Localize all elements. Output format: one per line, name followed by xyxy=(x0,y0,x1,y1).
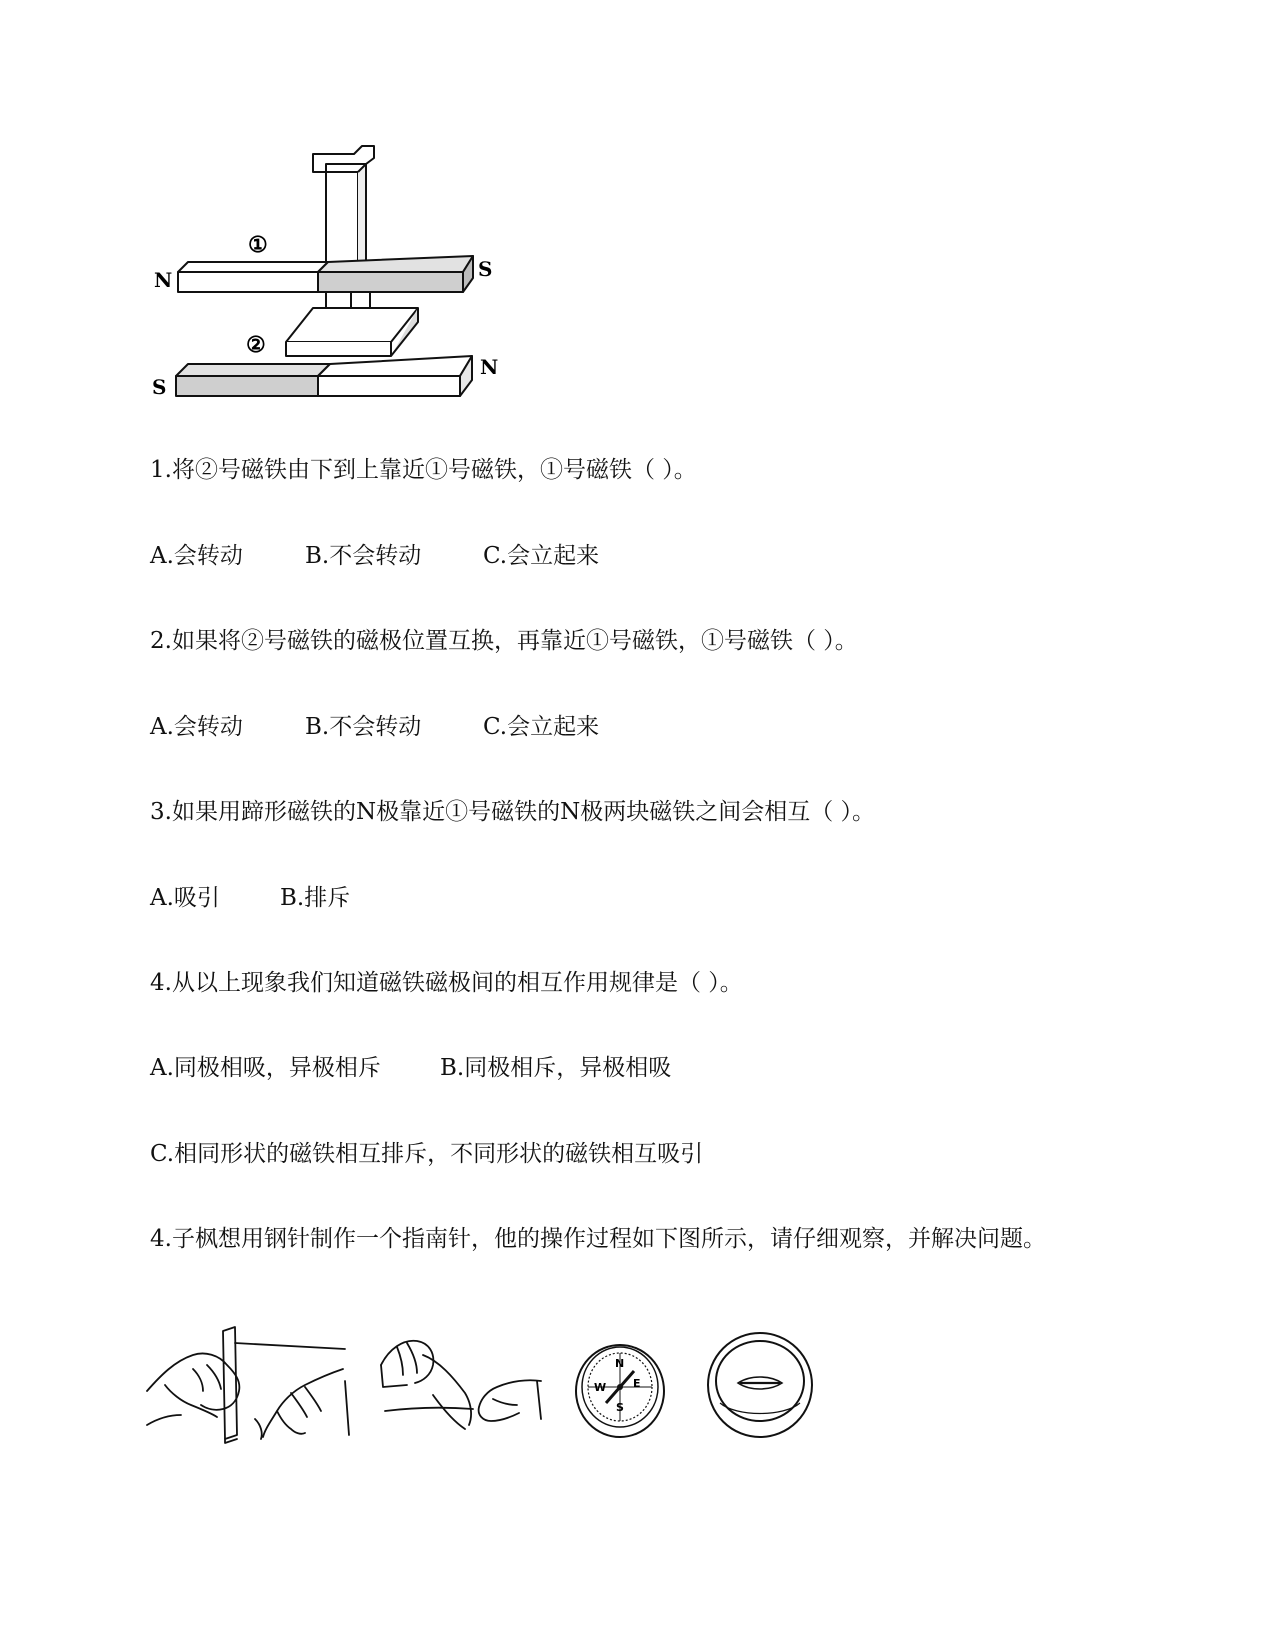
q1-option-a: A.会转动 xyxy=(150,543,243,569)
compass-and-dish-illustration xyxy=(570,1325,825,1455)
magnet-2-left-pole: S xyxy=(152,375,167,399)
q1-option-b: B.不会转动 xyxy=(305,543,422,569)
compass-w-label: W xyxy=(594,1381,607,1394)
q3-option-a: A.吸引 xyxy=(150,885,220,911)
q2-option-a: A.会转动 xyxy=(150,714,243,740)
question-5-stem: 4.子枫想用钢针制作一个指南针，他的操作过程如下图所示，请仔细观察，并解决问题。 xyxy=(150,1226,1046,1252)
q4-option-b: B.同极相斥，异极相吸 xyxy=(440,1055,672,1081)
question-1-stem: 1.将②号磁铁由下到上靠近①号磁铁，①号磁铁（ ）。 xyxy=(150,457,697,483)
q2-option-c: C.会立起来 xyxy=(483,714,600,740)
compass-making-figures xyxy=(145,1325,825,1465)
question-4-options xyxy=(150,1053,671,1083)
q4-option-a: A.同极相吸，异极相斥 xyxy=(150,1055,381,1081)
question-3-options xyxy=(150,883,350,913)
magnet-stand-figure xyxy=(148,140,528,425)
magnet-1-label: ① xyxy=(248,232,268,258)
compass-n-label: N xyxy=(615,1357,625,1370)
q2-option-b: B.不会转动 xyxy=(305,714,422,740)
needle-thread-illustration xyxy=(377,1325,547,1455)
magnet-1-left-pole: N xyxy=(154,268,173,292)
question-4-stem: 4.从以上现象我们知道磁铁磁极间的相互作用规律是（ ）。 xyxy=(150,970,743,996)
question-3-stem: 3.如果用蹄形磁铁的N极靠近①号磁铁的N极两块磁铁之间会相互（ ）。 xyxy=(150,799,876,825)
compass-icon xyxy=(576,1345,664,1437)
q4-option-c: C.相同形状的磁铁相互排斥，不同形状的磁铁相互吸引 xyxy=(150,1141,704,1167)
magnet-1 xyxy=(178,256,473,292)
question-2-options xyxy=(150,712,599,742)
needle-magnetize-illustration xyxy=(145,1325,355,1455)
question-1-options xyxy=(150,541,599,571)
q3-option-b: B.排斥 xyxy=(280,885,351,911)
magnet-2-right-pole: N xyxy=(480,355,499,379)
question-2-stem: 2.如果将②号磁铁的磁极位置互换，再靠近①号磁铁，①号磁铁（ ）。 xyxy=(150,628,858,654)
compass-s-label: S xyxy=(616,1401,624,1414)
magnet-1-right-pole: S xyxy=(478,257,493,281)
compass-e-label: E xyxy=(633,1377,641,1390)
magnet-2 xyxy=(176,356,472,396)
magnet-stand-diagram xyxy=(148,140,528,425)
magnet-2-label: ② xyxy=(246,332,266,358)
water-dish-icon xyxy=(708,1333,812,1437)
q1-option-c: C.会立起来 xyxy=(483,543,600,569)
